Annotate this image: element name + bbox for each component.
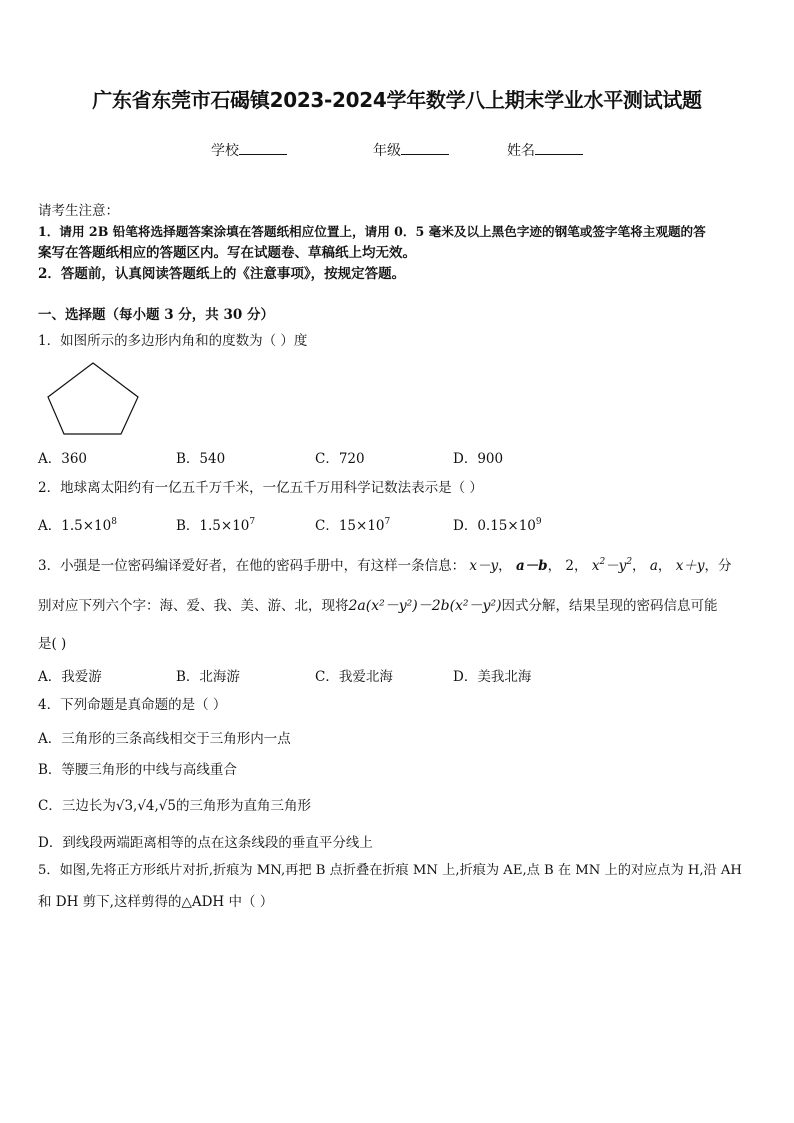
q2-option-a[interactable] xyxy=(38,514,117,534)
q3-option-c[interactable]: C．我爱北海 xyxy=(315,669,393,685)
grade-field[interactable] xyxy=(373,140,449,160)
pentagon-shape xyxy=(48,363,138,434)
q3-code-6: x＋y xyxy=(675,558,705,574)
q3-code-2: a－b xyxy=(515,558,548,574)
notice-line-1a: 1．请用 2B 铅笔将选择题答案涂填在答题纸相应位置上，请用 0．5 毫米及以上黑色字迹的钢笔或签字笔将主观题的答 xyxy=(38,224,706,239)
notice-line-1b: 案写在答题纸相应的答题区内。写在试题卷、草稿纸上均无效。 xyxy=(38,245,416,261)
q1-option-c[interactable]: C．720 xyxy=(315,451,365,467)
q3-stem-start: 3．小强是一位密码编译爱好者，在他的密码手册中，有这样一条信息： xyxy=(38,558,466,574)
school-label: 学校 xyxy=(211,143,239,159)
q1-option-a[interactable]: A．360 xyxy=(38,451,88,467)
pentagon-figure xyxy=(44,360,142,438)
school-blank[interactable] xyxy=(239,141,287,155)
q2-a-exp: 8 xyxy=(111,517,117,527)
q4-option-c[interactable] xyxy=(38,794,311,814)
name-label: 姓名 xyxy=(507,143,535,159)
q3-code-4: $x^2-y^2$ xyxy=(591,557,633,574)
q2-stem: 2．地球离太阳约有一亿五千万千米，一亿五千万用科学记数法表示是（ ） xyxy=(38,480,483,496)
name-blank[interactable] xyxy=(535,141,583,155)
q2-c-exp: 7 xyxy=(384,517,391,527)
q1-option-b[interactable]: B．540 xyxy=(176,451,226,467)
q4-option-b[interactable]: B．等腰三角形的中线与高线重合 xyxy=(38,762,237,778)
q2-c-base: C．15×10 xyxy=(315,518,385,534)
school-field[interactable] xyxy=(211,140,287,160)
page-title: 广东省东莞市石碣镇2023-2024学年数学八上期末学业水平测试试题 xyxy=(92,88,702,112)
q2-a-base: A．1.5×10 xyxy=(38,518,112,534)
q1-stem: 1．如图所示的多边形内角和的度数为（ ）度 xyxy=(38,333,308,349)
q3-line2-end: 因式分解，结果呈现的密码信息可能 xyxy=(501,598,718,614)
q3-line-3: 是( ) xyxy=(38,636,67,652)
notice-heading: 请考生注意： xyxy=(38,203,119,219)
q4-option-d[interactable]: D．到线段两端距离相等的点在这条线段的垂直平分线上 xyxy=(38,835,373,851)
q2-b-base: B．1.5×10 xyxy=(176,518,250,534)
q3-code-1: x－y xyxy=(469,558,499,574)
grade-label: 年级 xyxy=(373,143,401,159)
q1-option-d[interactable]: D．900 xyxy=(453,451,504,467)
q2-b-exp: 7 xyxy=(249,517,256,527)
q2-option-b[interactable] xyxy=(176,514,255,534)
q4-option-a[interactable]: A．三角形的三条高线相交于三角形内一点 xyxy=(38,731,291,747)
section-heading: 一、选择题（每小题 3 分，共 30 分） xyxy=(38,307,274,323)
q3-code-5: a xyxy=(649,558,658,574)
q3-option-d[interactable]: D．美我北海 xyxy=(453,669,532,685)
q3-line-1: 3．小强是一位密码编译爱好者，在他的密码手册中，有这样一条信息： x－y， a－b， 2， $x^2-y^2$， a， x＋y，分 xyxy=(38,557,732,574)
q5-line-1: 5．如图,先将正方形纸片对折,折痕为 MN,再把 B 点折叠在折痕 MN 上,折痕为 AE,点 B 在 MN 上的对应点为 H,沿 AH xyxy=(38,863,742,878)
grade-blank[interactable] xyxy=(401,141,449,155)
q2-option-d[interactable] xyxy=(453,514,542,534)
notice-line-2: 2．答题前，认真阅读答题纸上的《注意事项》，按规定答题。 xyxy=(38,266,406,282)
q3-stem-end: 分 xyxy=(717,558,732,574)
q3-code-3: 2 xyxy=(565,558,575,574)
q3-line-2 xyxy=(38,596,718,616)
q3-line2-start: 别对应下列六个字：海、爱、我、美、游、北，现将 xyxy=(38,598,349,614)
q3-expression: 2a(x²－y²)－2b(x²－y²) xyxy=(348,598,502,614)
q2-option-c[interactable] xyxy=(315,514,390,534)
q2-d-base: D．0.15×10 xyxy=(453,518,536,534)
q4-stem: 4．下列命题是真命题的是（ ） xyxy=(38,697,227,713)
q3-option-a[interactable]: A．我爱游 xyxy=(38,669,102,685)
q4-c-end: 的三角形为直角三角形 xyxy=(176,798,312,814)
q3-option-b[interactable]: B．北海游 xyxy=(176,669,240,685)
q4-c-start: C．三边长为 xyxy=(38,798,116,814)
q2-d-exp: 9 xyxy=(535,517,542,527)
q4-c-math: √3,√4,√5 xyxy=(115,798,177,814)
name-field[interactable] xyxy=(507,140,583,160)
q5-line-2: 和 DH 剪下,这样剪得的△ADH 中（ ） xyxy=(38,894,274,910)
